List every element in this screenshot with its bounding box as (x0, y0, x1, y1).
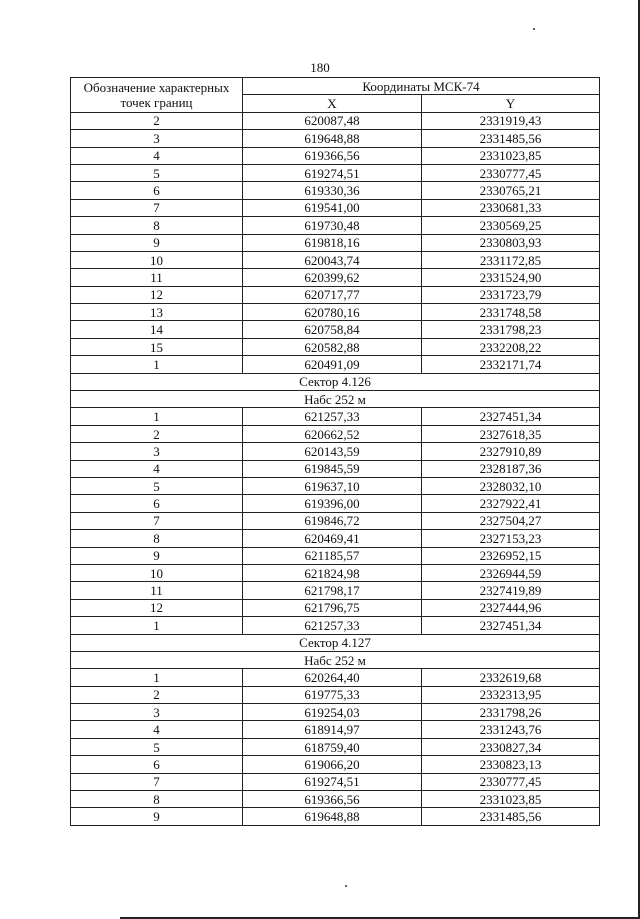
coordinates-system-header: Координаты МСК-74 (243, 78, 600, 95)
y-coordinate: 2326952,15 (422, 547, 600, 564)
y-coordinate: 2327444,96 (422, 599, 600, 616)
y-coordinate: 2330681,33 (422, 199, 600, 216)
table-row (71, 408, 600, 425)
point-number: 9 (71, 808, 243, 825)
x-coordinate: 620717,77 (243, 286, 422, 303)
table-row (71, 356, 600, 373)
table-row (71, 112, 600, 129)
table-row (71, 530, 600, 547)
y-coordinate: 2330803,93 (422, 234, 600, 251)
y-coordinate: 2331748,58 (422, 304, 600, 321)
table-row (71, 199, 600, 216)
point-number: 8 (71, 530, 243, 547)
y-coordinate: 2327922,41 (422, 495, 600, 512)
x-coordinate: 621796,75 (243, 599, 422, 616)
x-coordinate: 619254,03 (243, 704, 422, 721)
table-row (71, 425, 600, 442)
y-coordinate: 2331243,76 (422, 721, 600, 738)
table-row (71, 304, 600, 321)
point-number: 14 (71, 321, 243, 338)
x-column-header: X (243, 95, 422, 112)
y-coordinate: 2331172,85 (422, 251, 600, 268)
table-row (71, 164, 600, 181)
table-row (71, 338, 600, 355)
table-row (71, 756, 600, 773)
x-coordinate: 621257,33 (243, 408, 422, 425)
point-number: 6 (71, 495, 243, 512)
table-row (71, 477, 600, 494)
y-coordinate: 2332619,68 (422, 669, 600, 686)
x-coordinate: 619730,48 (243, 217, 422, 234)
y-coordinate: 2327451,34 (422, 408, 600, 425)
x-coordinate: 620662,52 (243, 425, 422, 442)
x-coordinate: 619274,51 (243, 164, 422, 181)
table-row (71, 669, 600, 686)
point-number: 7 (71, 512, 243, 529)
table-row (71, 443, 600, 460)
table-row (71, 269, 600, 286)
designation-header: Обозначение характерных точек границ (71, 78, 243, 113)
table-row (71, 791, 600, 808)
y-coordinate: 2331723,79 (422, 286, 600, 303)
point-number: 13 (71, 304, 243, 321)
height-label: Набс 252 м (71, 651, 600, 668)
point-number: 8 (71, 791, 243, 808)
sector-title: Сектор 4.126 (71, 373, 600, 390)
point-number: 8 (71, 217, 243, 234)
table-row (71, 234, 600, 251)
table-row (71, 286, 600, 303)
x-coordinate: 619274,51 (243, 773, 422, 790)
point-number: 1 (71, 669, 243, 686)
sector-title: Сектор 4.127 (71, 634, 600, 651)
point-number: 1 (71, 617, 243, 634)
point-number: 5 (71, 738, 243, 755)
point-number: 6 (71, 756, 243, 773)
y-coordinate: 2330777,45 (422, 773, 600, 790)
table-row (71, 773, 600, 790)
table-row (71, 808, 600, 825)
table-row (71, 251, 600, 268)
section-title-row (71, 373, 600, 390)
point-number: 11 (71, 269, 243, 286)
height-label: Набс 252 м (71, 391, 600, 408)
y-coordinate: 2331485,56 (422, 808, 600, 825)
point-number: 10 (71, 251, 243, 268)
point-number: 1 (71, 408, 243, 425)
x-coordinate: 619366,56 (243, 791, 422, 808)
table-row (71, 217, 600, 234)
table-row (71, 495, 600, 512)
table-row (71, 686, 600, 703)
table-body (71, 112, 600, 825)
y-coordinate: 2327419,89 (422, 582, 600, 599)
point-number: 6 (71, 182, 243, 199)
point-number: 7 (71, 773, 243, 790)
table-row (71, 512, 600, 529)
scan-speck (533, 28, 535, 30)
y-coordinate: 2327451,34 (422, 617, 600, 634)
x-coordinate: 620758,84 (243, 321, 422, 338)
y-coordinate: 2327618,35 (422, 425, 600, 442)
x-coordinate: 619637,10 (243, 477, 422, 494)
table-row (71, 460, 600, 477)
table-row (71, 147, 600, 164)
table-row (71, 582, 600, 599)
page-number: 180 (310, 60, 330, 75)
x-coordinate: 621824,98 (243, 564, 422, 581)
point-number: 12 (71, 599, 243, 616)
point-number: 3 (71, 443, 243, 460)
table-row (71, 564, 600, 581)
x-coordinate: 619541,00 (243, 199, 422, 216)
point-number: 5 (71, 164, 243, 181)
x-coordinate: 620399,62 (243, 269, 422, 286)
table-row (71, 321, 600, 338)
point-number: 15 (71, 338, 243, 355)
point-number: 11 (71, 582, 243, 599)
x-coordinate: 619818,16 (243, 234, 422, 251)
y-coordinate: 2330777,45 (422, 164, 600, 181)
y-coordinate: 2331798,26 (422, 704, 600, 721)
table-row (71, 721, 600, 738)
section-title-row (71, 651, 600, 668)
table-header (71, 78, 600, 113)
y-coordinate: 2330765,21 (422, 182, 600, 199)
table-row (71, 704, 600, 721)
y-coordinate: 2331023,85 (422, 791, 600, 808)
table-row (71, 130, 600, 147)
x-coordinate: 620780,16 (243, 304, 422, 321)
y-coordinate: 2331485,56 (422, 130, 600, 147)
x-coordinate: 619845,59 (243, 460, 422, 477)
x-coordinate: 619846,72 (243, 512, 422, 529)
y-coordinate: 2327153,23 (422, 530, 600, 547)
y-coordinate: 2328187,36 (422, 460, 600, 477)
x-coordinate: 620087,48 (243, 112, 422, 129)
x-coordinate: 619396,00 (243, 495, 422, 512)
y-coordinate: 2332171,74 (422, 356, 600, 373)
x-coordinate: 620264,40 (243, 669, 422, 686)
point-number: 5 (71, 477, 243, 494)
point-number: 10 (71, 564, 243, 581)
x-coordinate: 620491,09 (243, 356, 422, 373)
x-coordinate: 619648,88 (243, 808, 422, 825)
x-coordinate: 618914,97 (243, 721, 422, 738)
x-coordinate: 620043,74 (243, 251, 422, 268)
x-coordinate: 619366,56 (243, 147, 422, 164)
x-coordinate: 621185,57 (243, 547, 422, 564)
y-coordinate: 2331798,23 (422, 321, 600, 338)
point-number: 2 (71, 112, 243, 129)
y-coordinate: 2326944,59 (422, 564, 600, 581)
x-coordinate: 620582,88 (243, 338, 422, 355)
point-number: 4 (71, 460, 243, 477)
point-number: 4 (71, 147, 243, 164)
x-coordinate: 621798,17 (243, 582, 422, 599)
section-title-row (71, 391, 600, 408)
x-coordinate: 620469,41 (243, 530, 422, 547)
y-column-header: Y (422, 95, 600, 112)
scan-speck (345, 885, 347, 887)
table-row (71, 617, 600, 634)
x-coordinate: 619066,20 (243, 756, 422, 773)
x-coordinate: 619648,88 (243, 130, 422, 147)
table-row (71, 547, 600, 564)
point-number: 3 (71, 704, 243, 721)
point-number: 7 (71, 199, 243, 216)
y-coordinate: 2331524,90 (422, 269, 600, 286)
point-number: 2 (71, 425, 243, 442)
point-number: 9 (71, 234, 243, 251)
x-coordinate: 619775,33 (243, 686, 422, 703)
x-coordinate: 620143,59 (243, 443, 422, 460)
y-coordinate: 2330827,34 (422, 738, 600, 755)
x-coordinate: 621257,33 (243, 617, 422, 634)
x-coordinate: 618759,40 (243, 738, 422, 755)
point-number: 2 (71, 686, 243, 703)
table-row (71, 738, 600, 755)
y-coordinate: 2331919,43 (422, 112, 600, 129)
point-number: 1 (71, 356, 243, 373)
y-coordinate: 2331023,85 (422, 147, 600, 164)
y-coordinate: 2330569,25 (422, 217, 600, 234)
y-coordinate: 2332208,22 (422, 338, 600, 355)
point-number: 3 (71, 130, 243, 147)
section-title-row (71, 634, 600, 651)
coordinates-table (70, 77, 600, 826)
point-number: 4 (71, 721, 243, 738)
y-coordinate: 2328032,10 (422, 477, 600, 494)
y-coordinate: 2330823,13 (422, 756, 600, 773)
table-row (71, 599, 600, 616)
x-coordinate: 619330,36 (243, 182, 422, 199)
y-coordinate: 2327504,27 (422, 512, 600, 529)
y-coordinate: 2327910,89 (422, 443, 600, 460)
table-row (71, 182, 600, 199)
point-number: 9 (71, 547, 243, 564)
point-number: 12 (71, 286, 243, 303)
y-coordinate: 2332313,95 (422, 686, 600, 703)
